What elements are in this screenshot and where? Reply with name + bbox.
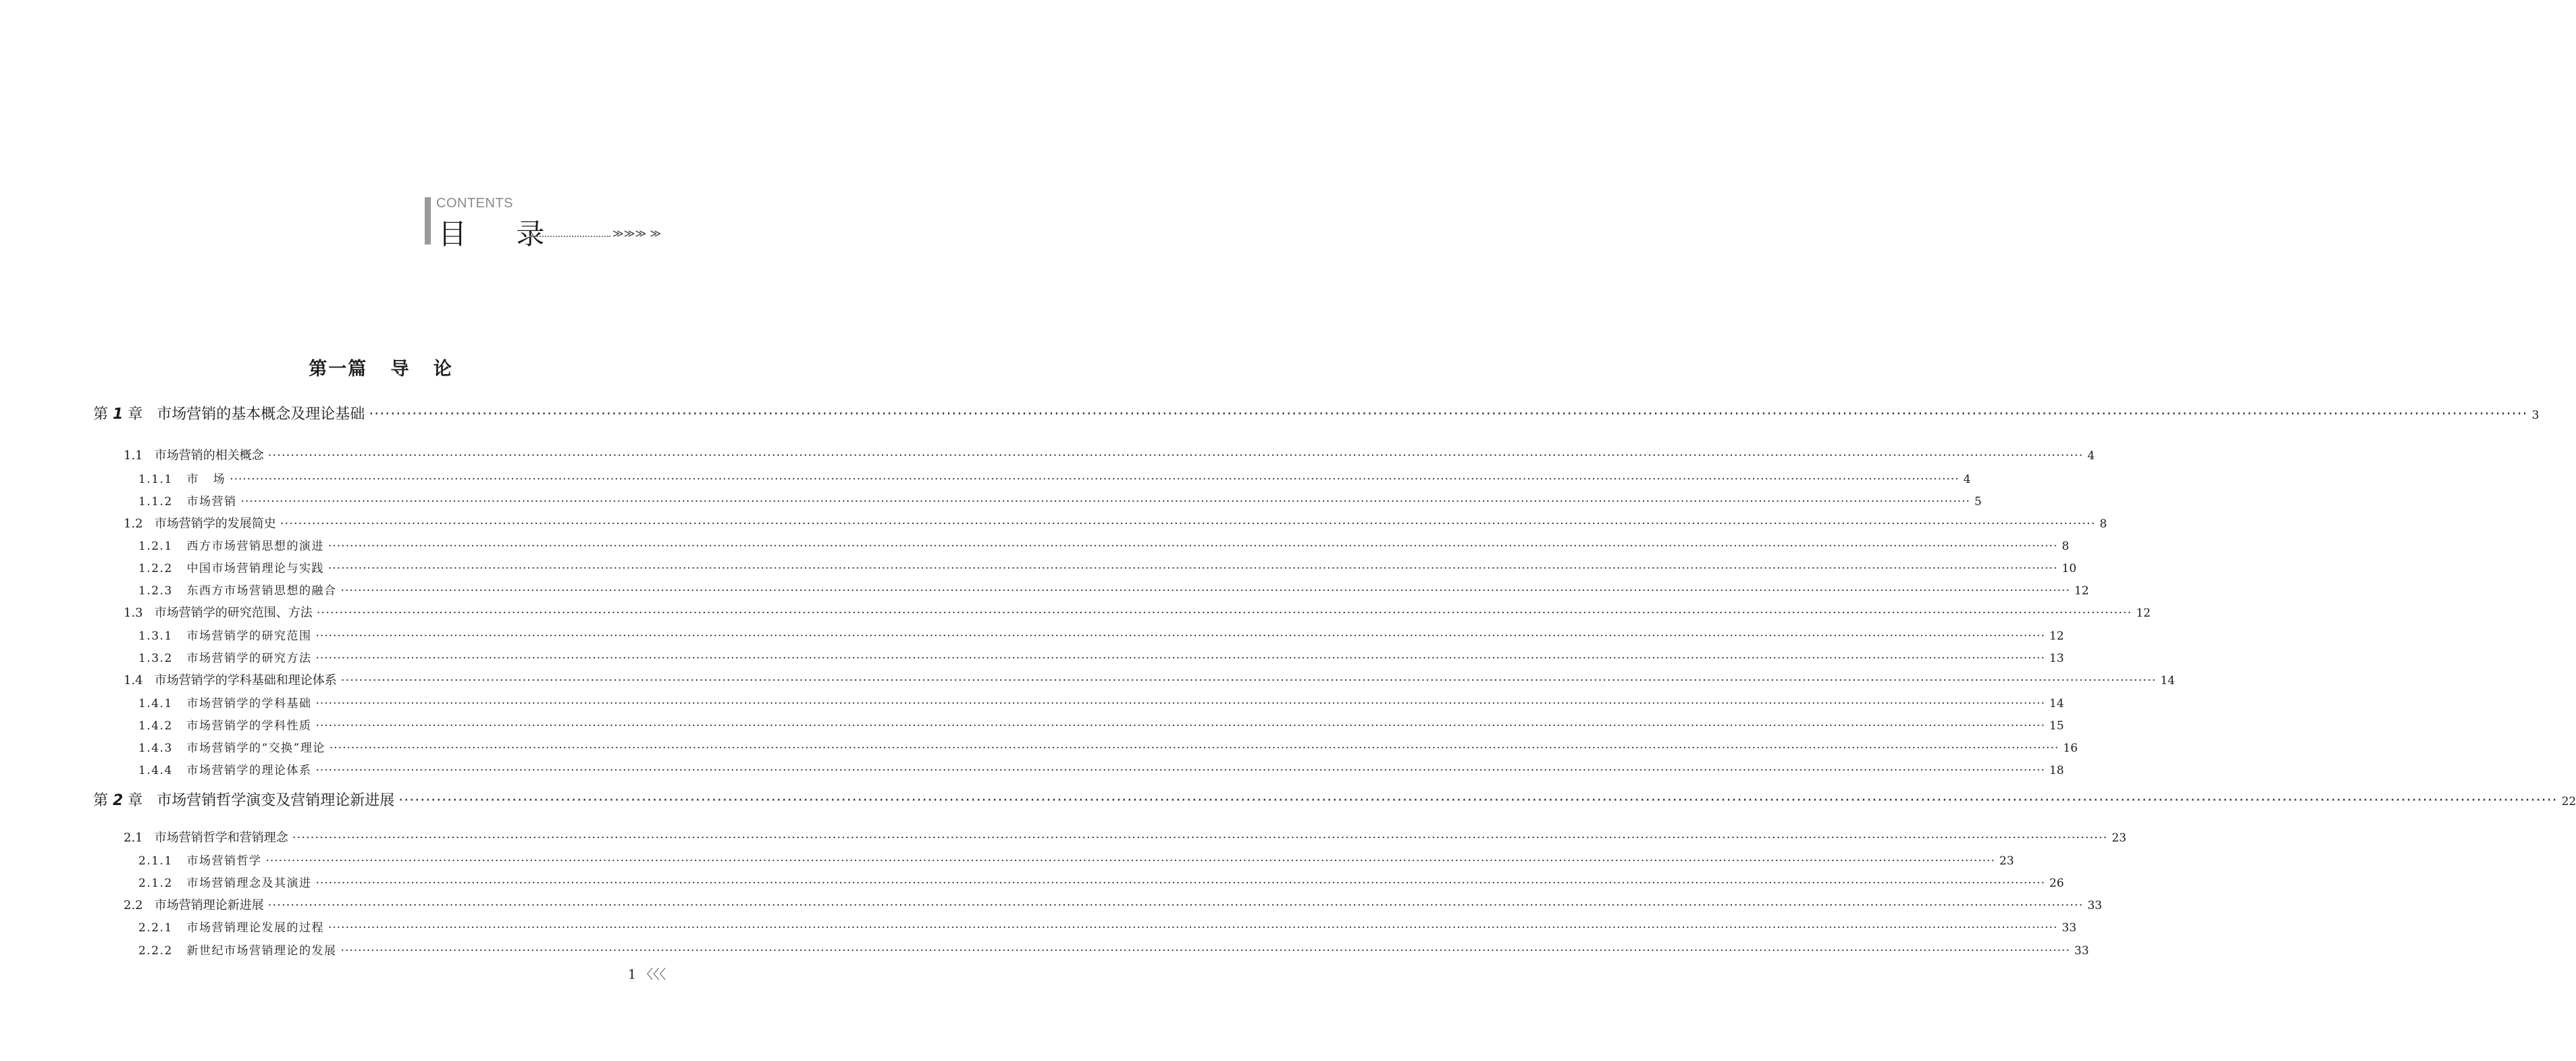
toc-entry-label: 2.1 市场营销哲学和营销理念: [124, 831, 288, 845]
toc-dot-leader: ················································································································································································································································································································································································································: [316, 606, 2132, 620]
contents-arrows-icon: ≫≫≫ ≫: [612, 227, 662, 240]
toc-page-number: 33: [2061, 921, 2077, 935]
toc-page-number: 12: [2136, 606, 2151, 620]
toc-entry-label: 1.2.2 中国市场营销理论与实践: [138, 562, 324, 575]
toc-entry-label: 1.4.4 市场营销学的理论体系: [138, 764, 312, 777]
toc-entry-label: 1.4.1 市场营销学的学科基础: [138, 697, 312, 710]
toc-entry-label: 1.1.1 市 场: [138, 473, 226, 486]
toc-page-number: 12: [2049, 629, 2064, 643]
toc-dot-leader: ················································································································································································································································································································································································································: [327, 562, 2058, 575]
toc-subsection-entry: [138, 626, 2064, 643]
toc-section-entry: [124, 603, 2151, 621]
toc-entry-label: 1.4.2 市场营销学的学科性质: [138, 719, 312, 733]
toc-page-number: 8: [2099, 517, 2107, 531]
toc-entry-label: 2.1.2 市场营销理念及其演进: [138, 877, 312, 890]
toc-dot-leader: ················································································································································································································································································································································································································: [267, 448, 2084, 463]
toc-chapter-entry: [93, 403, 2540, 423]
contents-header: [425, 196, 675, 251]
page-number: 1: [628, 967, 637, 982]
toc-entry-label: 2.2 市场营销理论新进展: [124, 898, 264, 912]
chapter-number: 1: [113, 406, 124, 423]
toc-entry-label: 1.4 市场营销学的学科基础和理论体系: [124, 673, 337, 688]
toc-dot-leader: ················································································································································································································································································································································································································: [340, 944, 2070, 958]
toc-section-entry: [124, 896, 2103, 913]
toc-section-entry: [124, 828, 2127, 846]
toc-page-number: 16: [2063, 742, 2078, 755]
contents-accent-bar: [425, 197, 431, 244]
toc-page-number: 13: [2049, 652, 2064, 665]
toc-page-number: 23: [1999, 854, 2014, 868]
toc-dot-leader: ················································································································································································································································································································································································································: [329, 742, 2059, 755]
toc-page-number: 22: [2561, 795, 2576, 808]
toc-dot-leader: ················································································································································································································································································································································································································: [398, 792, 2558, 809]
toc-dot-leader: ················································································································································································································································································································································································································: [265, 854, 1995, 868]
toc-dot-leader: ················································································································································································································································································································································································································: [280, 517, 2096, 531]
toc-entry-label: 1.3 市场营销学的研究范围、方法: [124, 606, 313, 620]
contents-chinese-title: 目 录: [438, 217, 565, 251]
toc-dot-leader: ················································································································································································································································································································································································································: [315, 697, 2045, 710]
page-footer: [628, 964, 666, 983]
toc-dot-leader: ················································································································································································································································································································································································································: [340, 673, 2157, 688]
toc-section-entry: [124, 671, 2176, 688]
toc-entry-label: 第 1 章 市场营销的基本概念及理论基础: [93, 406, 365, 423]
toc-dot-leader: ················································································································································································································································································································································································································: [267, 898, 2084, 912]
toc-dot-leader: ················································································································································································································································································································································································································: [315, 877, 2045, 890]
toc-dot-leader: ················································································································································································································································································································································································································: [340, 584, 2070, 598]
toc-subsection-entry: [138, 941, 2089, 958]
toc-subsection-entry: [138, 648, 2064, 665]
toc-entry-label: 2.2.1 市场营销理论发展的过程: [138, 921, 324, 935]
part-title: 第一篇 导 论: [309, 359, 453, 380]
toc-entry-label: 1.1 市场营销的相关概念: [124, 448, 264, 463]
toc-page-number: 5: [1974, 495, 1982, 509]
toc-page-number: 18: [2049, 764, 2064, 777]
toc-subsection-entry: [138, 469, 1971, 486]
toc-entry-label: 2.2.2 新世纪市场营销理论的发展: [138, 944, 337, 958]
toc-page-number: 33: [2074, 944, 2089, 958]
toc-dot-leader: ················································································································································································································································································································································································································: [315, 719, 2045, 733]
toc-subsection-entry: [138, 581, 2089, 598]
toc-subsection-entry: [138, 873, 2064, 890]
toc-page-number: 10: [2061, 562, 2077, 575]
toc-subsection-entry: [138, 694, 2064, 710]
toc-entry-label: 2.1.1 市场营销哲学: [138, 854, 262, 868]
toc-entry-label: 1.2 市场营销学的发展简史: [124, 517, 276, 531]
toc-section-entry: [124, 446, 2095, 463]
toc-page-number: 4: [1963, 473, 1971, 486]
chapter-number: 2: [113, 792, 124, 809]
toc-subsection-entry: [138, 760, 2064, 777]
toc-page-number: 15: [2049, 719, 2064, 733]
toc-subsection-entry: [138, 851, 2014, 868]
toc-dot-leader: ················································································································································································································································································································································································································: [230, 473, 1960, 486]
toc-section-entry: [124, 514, 2107, 532]
toc-subsection-entry: [138, 492, 1982, 509]
toc-entry-label: 1.3.2 市场营销学的研究方法: [138, 652, 312, 665]
toc-dot-leader: ················································································································································································································································································································································································································: [315, 629, 2045, 643]
toc-page-number: 12: [2074, 584, 2089, 598]
toc-dot-leader: ················································································································································································································································································································································································································: [327, 921, 2058, 935]
toc-subsection-entry: [138, 536, 2070, 553]
contents-dotted-rule: [529, 234, 610, 237]
toc-page-number: 4: [2087, 449, 2095, 463]
toc-dot-leader: ················································································································································································································································································································································································································: [369, 406, 2528, 423]
toc-dot-leader: ················································································································································································································································································································································································································: [292, 831, 2108, 845]
toc-dot-leader: ················································································································································································································································································································································································································: [327, 540, 2058, 553]
toc-page-number: 33: [2087, 899, 2103, 912]
toc-subsection-entry: [138, 559, 2077, 575]
toc-entry-label: 1.2.3 东西方市场营销思想的融合: [138, 584, 337, 598]
toc-entry-label: 第 2 章 市场营销哲学演变及营销理论新进展: [93, 792, 395, 809]
toc-subsection-entry: [138, 716, 2064, 733]
toc-entry-label: 1.3.1 市场营销学的研究范围: [138, 629, 312, 643]
toc-subsection-entry: [138, 918, 2077, 935]
toc-page-number: 8: [2061, 540, 2070, 553]
toc-dot-leader: ················································································································································································································································································································································································································: [240, 495, 1970, 509]
toc-chapter-entry: [93, 789, 2576, 810]
toc-entry-label: 1.2.1 西方市场营销思想的演进: [138, 540, 324, 553]
toc-dot-leader: ················································································································································································································································································································································································································: [315, 652, 2045, 665]
toc-page-number: 23: [2111, 831, 2127, 845]
toc-page-number: 14: [2049, 697, 2064, 710]
contents-english-title: CONTENTS: [436, 196, 513, 211]
page-marker-icon: 〈〈〈: [640, 967, 666, 982]
toc-dot-leader: ················································································································································································································································································································································································································: [315, 764, 2045, 777]
toc-subsection-entry: [138, 738, 2078, 755]
toc-entry-label: 1.1.2 市场营销: [138, 495, 237, 509]
toc-entry-label: 1.4.3 市场营销学的“交换”理论: [138, 742, 325, 755]
toc-page-number: 26: [2049, 877, 2064, 890]
toc-page-number: 3: [2531, 409, 2540, 422]
toc-page-number: 14: [2160, 674, 2176, 688]
